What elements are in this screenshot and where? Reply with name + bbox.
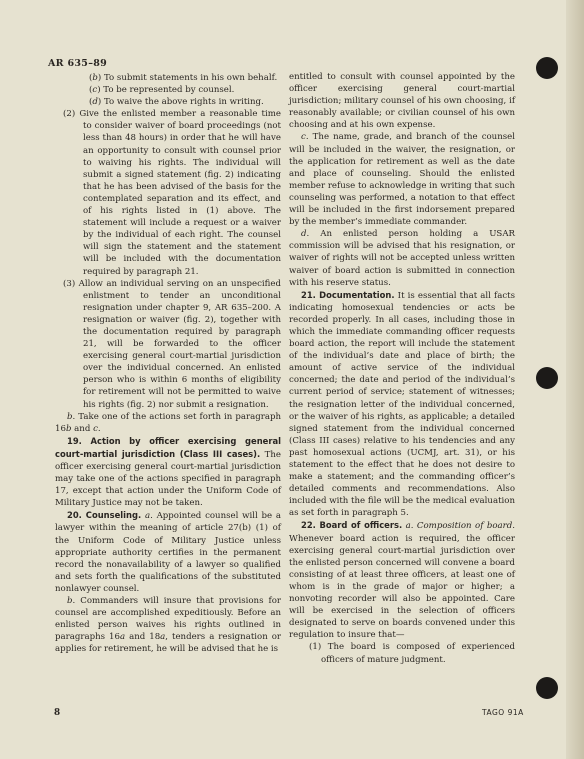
text-run: and 18 [125,632,161,643]
right-column [289,71,515,666]
binder-hole-top [536,57,558,79]
text-run: d [301,229,307,240]
text-run: . Take one of the actions set forth in paragraph 16 [55,411,281,434]
text-run: 21. Documentation. [301,289,395,300]
text-run: b [67,411,73,422]
text-run: a [160,632,166,643]
text-run: Whenever board action is required, the officer exercising general court-martial jurisdiction over the enlisted person concerned will convene a board consisting of at least three officers, at least one of whom is in the grade of major or higher; a nonvoting recorder will also be appointed. Care will be exercised in the selection of officers designated to serve on boards convened under this regulation to insure that— [289,533,515,641]
text-run: . [97,423,101,434]
text-run: c [92,85,98,96]
text-run: ) To be represented by counsel. [97,85,235,96]
paragraph [55,108,281,277]
binder-hole-bottom [536,677,558,699]
paragraph [289,131,515,228]
text-run: and [71,423,94,434]
text-run: a [119,632,126,643]
text-run: ) To waive the above rights in writing. [97,97,264,108]
text-run: (3) Allow an individual serving on an unspecified enlistment to tender an unconditional resignation under chapter 9, AR 635–200. A resignation or waiver (fig. 2), together with the documentation required by paragraph 21, will be forwarded to the officer exercising general court-martial jurisdiction over the individual concerned. An enlisted person who is within 6 months of eligibility for retirement will not be permitted to waive his rights (fig. 2) nor submit a resignation. [63,278,281,410]
text-run: 20. Counseling. [67,510,142,521]
text-run: It is essential that all facts indicating homosexual tendencies or acts be recorded properly. In all cases, including those in which the immediate commanding officer requests board action, the report will include the statement of the individual’s date and place of birth; the amount of active service of the individual concerned; the date and period of the individual’s current period of service; statement of witnesses; the resignation letter of the individual concerned, or the waiver of his rights, as applicable; a detailed signed statement from the individual concerned (Class III cases) relative to his tendencies and any past homosexual actions (UCMJ, art. 31), or his statement to the effect that he does not desire to make a statement; and the commanding officer’s detailed comments and recommendations. Also included with the file will be the medical evaluation as set forth in paragraph 5. [289,290,515,519]
text-run: ( [89,73,93,83]
text-run: . The name, grade, and branch of the counsel will be included in the waiver, the resignation, or the application for retirement as well as the date and place of counseling. Should the enlisted member refuse to acknowledge in writing that such counseling was performed, a notation to that effect will be included in the first indorsement prepared by the member’s immediate commander. [289,132,515,228]
text-run: a. Composition of board. [405,521,515,532]
page-edge [566,0,584,759]
text-run: a [144,511,151,522]
paragraph [55,595,281,655]
paragraph [289,289,515,520]
paragraph [55,72,281,84]
text-run: , tenders a resignation or applies for retirement, he will be advised that he is [55,632,281,655]
text-run: 19. Action by officer exercising general court-martial jurisdiction (Class III cases). [55,435,281,459]
text-run: . Commanders will insure that provisions for counsel are accomplished expeditiously. Before an enlisted person waives his rights outlined in paragraphs 16 [55,596,281,643]
text-run: entitled to consult with counsel appointed by the officer exercising general court-martial jurisdiction; military counsel of his own choosing, if reasonably available; or civilian counsel of his own choosing and at his own expense. [289,72,515,131]
page-number: 8 [54,708,61,718]
paragraph [289,71,515,131]
text-run: ) To submit statements in his own behalf. [97,73,278,83]
text-run: . An enlisted person holding a USAR commission will be advised that his resignation, or waiver of rights will not be accepted unless written waiver of board action is submitted in connection with his reserve status. [289,229,515,288]
text-run: 22. Board of officers. [301,520,403,531]
binder-hole-middle [536,367,558,389]
text-run: . Appointed counsel will be a lawyer within the meaning of article 27(b) (1) of the Uniform Code of Military Justice unless appropriate authority certifies in the permanent record the nonavailability of a lawyer so qualified and sets forth the qualifications of the substituted nonlawyer counsel. [55,511,281,594]
paragraph [55,411,281,435]
paragraph [55,509,281,595]
text-run: (1) The board is composed of experienced officers of mature judgment. [309,642,515,665]
paragraph [55,435,281,510]
text-run: b [92,73,98,83]
text-run: c [93,423,98,434]
text-run: ( [89,85,93,96]
paragraph [289,228,515,288]
left-column [55,72,281,656]
text-run: ( [89,97,93,108]
text-run: (2) Give the enlisted member a reasonable time to consider waiver of board proceedings (not less than 48 hours) in order that he will have an opportunity to consult with counsel prior to waiving his rights. The individual will submit a signed statement (fig. 2) indicating that he has been advised of the basis for the contemplated separation and its effect, and of his rights listed in (1) above. The statement will include a request or a waiver by the individual of each right. The counsel will sign the statement and the statement will be included with the documentation required by paragraph 21. [63,109,281,277]
paragraph [289,641,515,665]
paragraph [289,519,515,641]
text-run: b [67,596,73,607]
paragraph [55,96,281,108]
text-run: c [301,132,306,143]
form-code: TAGO 91A [482,708,524,717]
text-run: b [65,423,72,434]
text-run: The officer exercising general court-martial jurisdiction may take one of the actions specified in paragraph 17, except that action under the Uniform Code of Military Justice may not be taken. [55,449,281,509]
paragraph [55,278,281,411]
paragraph [55,84,281,96]
text-run: d [92,97,98,108]
document-header: AR 635–89 [48,58,108,69]
